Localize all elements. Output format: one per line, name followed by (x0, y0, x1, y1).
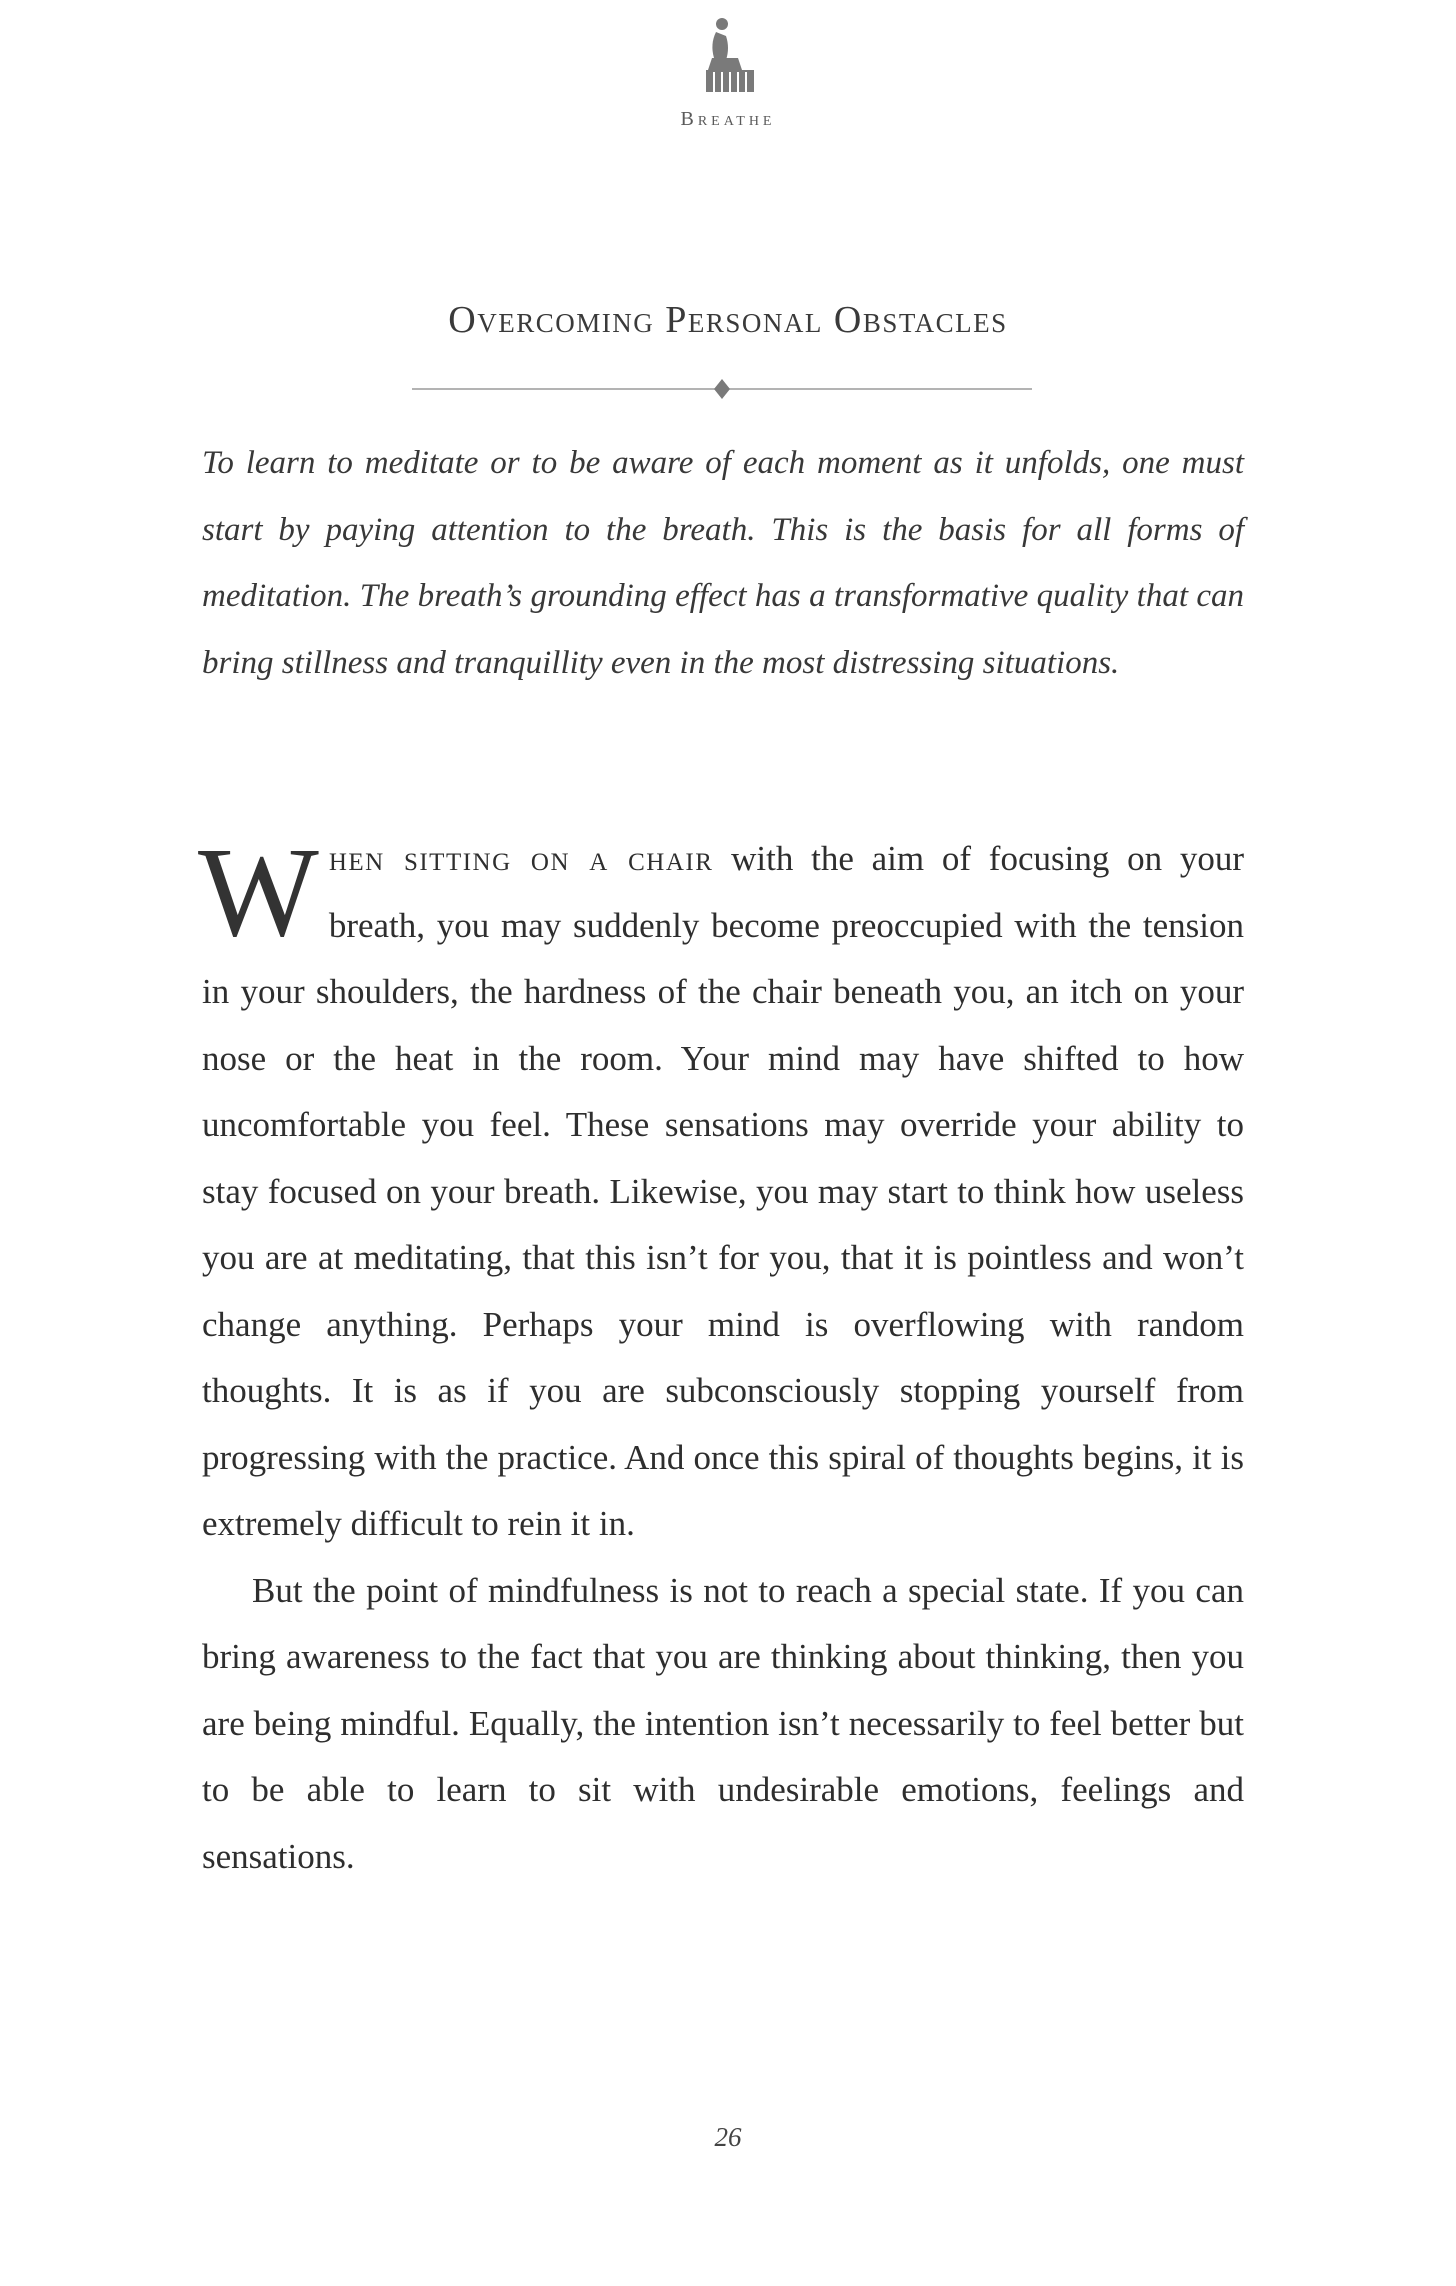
body-paragraph-2: But the point of mindfulness is not to reach a special state. If you can bring awareness to the fact that you are thinking about thinking, then you are being mindful. Equally, the intention isn’t necessarily to feel better but to be able to learn to sit with undesirable emotions, feelings and sensations. (202, 1570, 1244, 1876)
drop-cap: W (198, 821, 319, 963)
body-text (198, 821, 1245, 1890)
intro-paragraph: To learn to meditate or to be aware of each moment as it unfolds, one must start by paying attention to the breath. This is the basis for all forms of meditation. The breath’s grounding effect has a transformative quality that can bring stillness and tranquillity even in the most distressing situations. (202, 445, 1244, 681)
diamond-rule-ornament-icon (412, 376, 1032, 402)
running-head: Breathe (680, 108, 776, 130)
body-paragraph-1 (198, 821, 1245, 1558)
paragraph-1-text: with the aim of focusing on your breath, you may suddenly become preoccupied with the tension in your shoulders, the hardness of the chair beneath you, an itch on your nose or the heat in the room. Your mind may have shifted to how uncomfortable you feel. These sensations may override your ability to stay focused on your breath. Likewise, you may start to think how useless you are at meditating, that this isn’t for you, that it is pointless and won’t change anything. Perhaps your mind is overflowing with random thoughts. It is as if you are subconsciously stopping yourself from progressing with the practice. And once this spiral of thoughts begins, it is extremely difficult to rein it in. (202, 839, 1245, 1543)
page-number: 26 (714, 2122, 742, 2152)
lead-in: hen sitting on a chair (328, 839, 714, 878)
seated-figure-logo-icon (686, 10, 770, 96)
chapter-title: Overcoming Personal Obstacles (448, 299, 1008, 341)
